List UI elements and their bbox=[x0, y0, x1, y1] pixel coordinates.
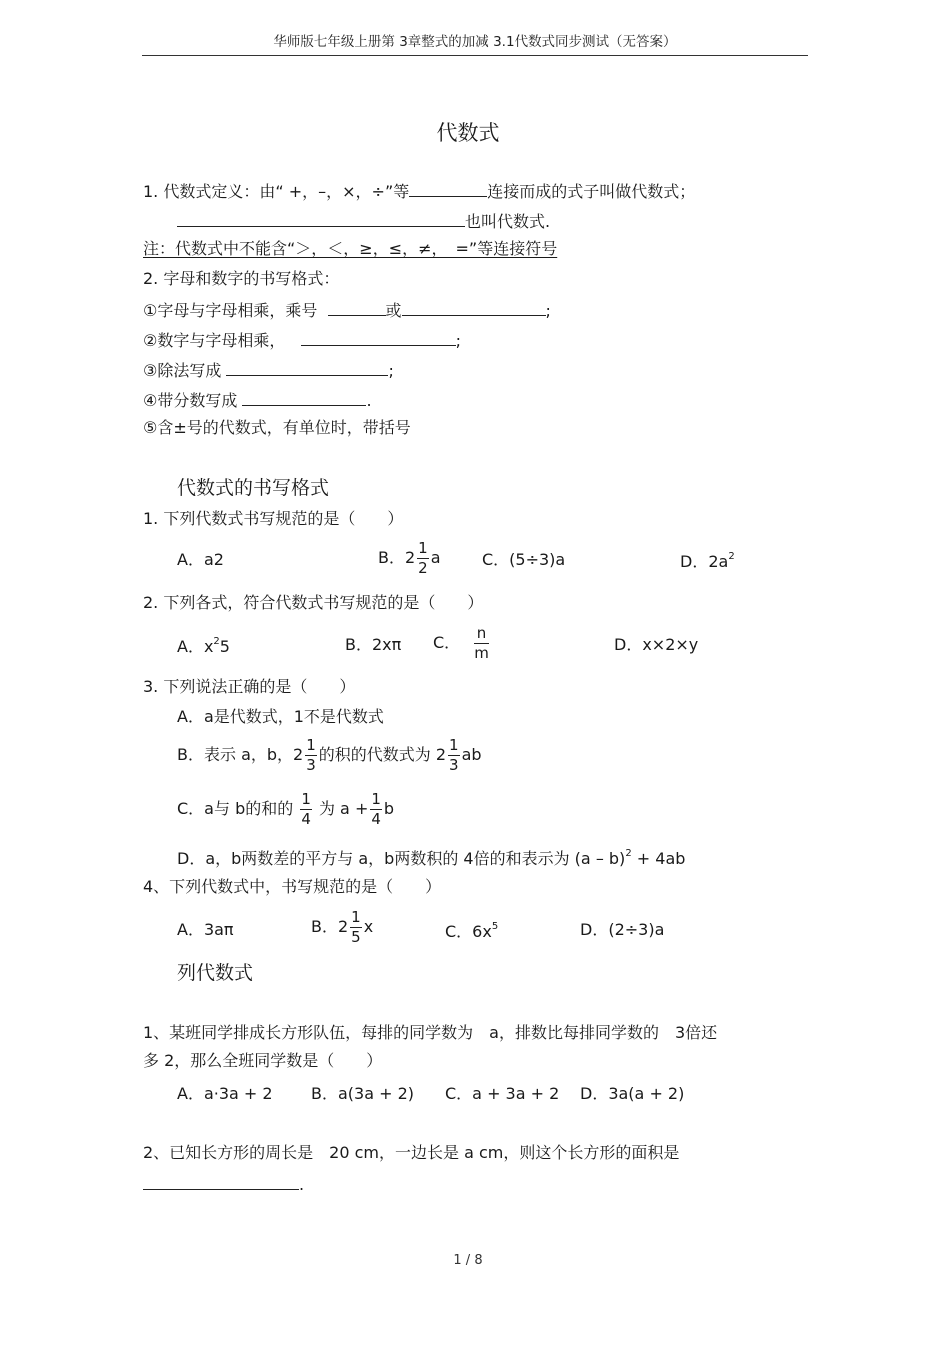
s2-q1: 1. 下列代数式书写规范的是（ ） bbox=[143, 509, 404, 528]
s2-q1-d-sup: 2 bbox=[728, 551, 735, 562]
frac-num: 1 bbox=[301, 790, 311, 808]
page-header: 华师版七年级上册第 3章整式的加减 3.1代数式同步测试（无答案） bbox=[273, 34, 677, 50]
def-q1-text-c: 也叫代数式. bbox=[465, 212, 551, 231]
s2-q4-option-d: D．(2÷3)a bbox=[580, 920, 665, 939]
s2-q3-b-pre: B．表示 a，b，2 bbox=[177, 745, 304, 764]
def-q1-text-a: 1. 代数式定义：由“ +，–，×，÷”等 bbox=[143, 182, 410, 201]
s2-q2-c-text: C． bbox=[433, 633, 461, 652]
def-rule2-text: ②数字与字母相乘， bbox=[143, 331, 286, 350]
s2-q2-option-c bbox=[433, 626, 491, 661]
s2-q1-d-text: D．2a bbox=[680, 552, 729, 571]
s2-q1-option-d bbox=[680, 552, 735, 570]
frac-den: 4 bbox=[371, 810, 381, 828]
s3-q1-line2: 多 2，那么全班同学数是（ ） bbox=[143, 1051, 383, 1070]
page-number: 1 / 8 bbox=[453, 1253, 483, 1268]
frac-num: 1 bbox=[351, 908, 361, 926]
def-rule2 bbox=[143, 330, 461, 349]
def-q1-line2 bbox=[177, 211, 550, 230]
s2-q3-c-mid: 为 a + bbox=[318, 799, 369, 818]
def-rule4 bbox=[143, 390, 372, 409]
def-rule4-blank bbox=[242, 390, 366, 406]
def-q1-text-b: 连接而成的式子叫做代数式； bbox=[487, 182, 696, 201]
def-rule4-end: . bbox=[366, 391, 372, 410]
def-rule1-text: ①字母与字母相乘，乘号 bbox=[143, 301, 318, 320]
def-rule1-blank1 bbox=[328, 300, 386, 316]
s2-q4: 4、下列代数式中，书写规范的是（ ） bbox=[143, 877, 442, 896]
def-rule4-text: ④带分数写成 bbox=[143, 391, 238, 410]
s2-q4-c-text: C．6x bbox=[445, 922, 492, 941]
def-rule3-blank bbox=[226, 360, 388, 376]
s2-q3-option-d bbox=[177, 849, 685, 867]
frac-den: 3 bbox=[306, 756, 316, 774]
def-rule2-end: ; bbox=[455, 331, 462, 350]
page-title: 代数式 bbox=[436, 121, 500, 145]
s2-q2: 2. 下列各式，符合代数式书写规范的是（ ） bbox=[143, 593, 484, 612]
s2-q1-b-post: a bbox=[430, 548, 441, 567]
def-rule5: ⑤含±号的代数式，有单位时，带括号 bbox=[143, 418, 411, 437]
s3-q2: 2、已知长方形的周长是 20 cm，一边长是 a cm，则这个长方形的面积是 bbox=[143, 1143, 680, 1162]
s2-q2-a-text: A．x bbox=[177, 637, 214, 656]
def-q1-blank2 bbox=[177, 211, 465, 227]
def-note: 注：代数式中不能含“＞，＜，≥，≤，≠， =”等连接符号 bbox=[143, 239, 558, 258]
def-rule1-or: 或 bbox=[385, 301, 402, 320]
def-rule3 bbox=[143, 360, 394, 379]
def-q2: 2. 字母和数字的书写格式： bbox=[143, 269, 340, 288]
s2-q2-option-b: B．2xπ bbox=[345, 635, 402, 654]
s3-q2-answer-line bbox=[143, 1174, 304, 1193]
frac-num: 1 bbox=[371, 790, 381, 808]
s2-q3-c-fraction2 bbox=[370, 792, 382, 827]
def-rule3-end: ; bbox=[388, 361, 394, 380]
frac-num: 1 bbox=[418, 539, 428, 557]
s2-q4-b-fraction bbox=[350, 910, 362, 945]
s2-q1-b-fraction bbox=[417, 541, 429, 576]
s2-q4-option-c bbox=[445, 922, 498, 940]
s2-q4-b-pre: B．2 bbox=[311, 917, 349, 936]
s3-q1-option-a: A．a·3a + 2 bbox=[177, 1084, 273, 1103]
def-rule1-blank2 bbox=[402, 300, 546, 316]
s2-q2-option-d: D．x×2×y bbox=[614, 635, 699, 654]
def-rule1 bbox=[143, 300, 551, 319]
s2-q4-option-a: A．3aπ bbox=[177, 920, 234, 939]
s2-q3-d-text: D．a，b两数差的平方与 a，b两数积的 4倍的和表示为 (a – b) bbox=[177, 849, 626, 868]
def-q1-line1 bbox=[143, 181, 695, 200]
s2-q3-d-post: + 4ab bbox=[636, 849, 686, 868]
frac-den: 4 bbox=[301, 810, 311, 828]
s3-q2-end: . bbox=[299, 1175, 305, 1194]
s2-q3-d-sup: 2 bbox=[625, 848, 632, 859]
section-heading-list-expressions: 列代数式 bbox=[177, 962, 254, 984]
s2-q4-option-b bbox=[311, 910, 373, 945]
def-rule2-blank bbox=[301, 330, 456, 346]
def-rule3-text: ③除法写成 bbox=[143, 361, 222, 380]
s2-q4-c-sup: 5 bbox=[491, 921, 499, 932]
s2-q1-option-c: C．(5÷3)a bbox=[482, 550, 566, 569]
s2-q1-option-b bbox=[378, 541, 441, 576]
s3-q1-option-c: C．a + 3a + 2 bbox=[445, 1084, 560, 1103]
s2-q3-c-fraction1 bbox=[300, 792, 312, 827]
s2-q3-b-post: ab bbox=[461, 745, 482, 764]
frac-den: m bbox=[474, 644, 489, 662]
s2-q1-b-pre: B．2 bbox=[378, 548, 416, 567]
frac-den: 5 bbox=[351, 928, 361, 946]
s2-q3-option-c bbox=[177, 792, 394, 827]
def-rule1-end: ; bbox=[545, 301, 551, 320]
s2-q3-b-fraction1 bbox=[305, 738, 317, 773]
s2-q2-c-fraction bbox=[474, 626, 489, 661]
s2-q3-option-a: A．a是代数式，1不是代数式 bbox=[177, 707, 384, 726]
frac-den: 2 bbox=[418, 559, 428, 577]
frac-num: 1 bbox=[306, 736, 316, 754]
s3-q1-option-d: D．3a(a + 2) bbox=[580, 1084, 685, 1103]
frac-den: 3 bbox=[449, 756, 459, 774]
s3-q1-line1: 1、某班同学排成长方形队伍，每排的同学数为 a，排数比每排同学数的 3倍还 bbox=[143, 1023, 718, 1042]
header-rule bbox=[142, 55, 808, 56]
s2-q2-a-sup: 2 bbox=[213, 636, 220, 647]
def-q1-blank1 bbox=[409, 181, 487, 197]
s2-q3: 3. 下列说法正确的是（ ） bbox=[143, 677, 356, 696]
s2-q2-option-a bbox=[177, 637, 230, 655]
s2-q3-b-fraction2 bbox=[448, 738, 460, 773]
s2-q3-b-mid: 的积的代数式为 2 bbox=[318, 745, 447, 764]
s2-q2-a-post: 5 bbox=[219, 637, 230, 656]
s3-q1-option-b: B．a(3a + 2) bbox=[311, 1084, 415, 1103]
s2-q3-option-b bbox=[177, 738, 482, 773]
frac-num: n bbox=[474, 626, 489, 644]
s3-q2-blank bbox=[143, 1174, 299, 1190]
s2-q3-c-pre: C．a与 b的和的 bbox=[177, 799, 294, 818]
s2-q4-b-post: x bbox=[363, 917, 374, 936]
frac-num: 1 bbox=[449, 736, 459, 754]
s2-q3-c-post: b bbox=[383, 799, 395, 818]
section-heading-writing-format: 代数式的书写格式 bbox=[177, 477, 330, 499]
s2-q1-option-a: A．a2 bbox=[177, 550, 224, 569]
